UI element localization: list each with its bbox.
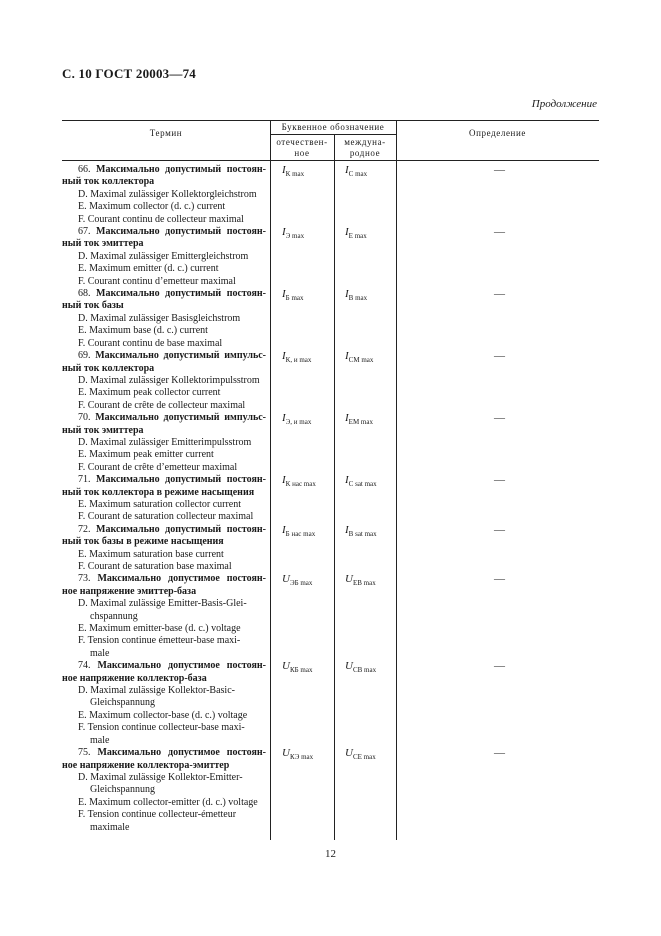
translation-line: male <box>90 734 110 746</box>
table-row <box>62 474 599 524</box>
international-symbol <box>345 164 367 178</box>
translation-line: D. Maximal zulässige Kollektor-Emitter- <box>78 771 243 783</box>
national-symbol-subscript: КЭ max <box>289 753 314 762</box>
national-symbol-subscript: К нас max <box>285 480 316 489</box>
national-symbol-base: U <box>282 747 290 760</box>
international-symbol <box>345 474 377 488</box>
international-symbol-base: I <box>345 288 349 301</box>
national-symbol-subscript: К max <box>285 170 305 178</box>
international-symbol-subscript: B max <box>348 294 368 303</box>
term-number: 69. <box>78 350 91 362</box>
table-row <box>62 164 599 226</box>
international-symbol-base: I <box>345 350 349 363</box>
translation-line: F. Courant de crête d’emetteur maximal <box>78 461 238 473</box>
term-title <box>62 573 266 598</box>
table-body <box>62 164 599 834</box>
term-title-bold <box>62 474 266 497</box>
header-international-line2: родное <box>349 148 381 158</box>
letter-header-rule <box>270 134 396 135</box>
international-symbol <box>345 288 367 302</box>
term-title-bold <box>62 350 266 373</box>
international-symbol-subscript: E max <box>348 232 367 241</box>
definition-dash: — <box>494 523 505 536</box>
translation-line: Gleichspannung <box>90 784 155 796</box>
translation-line: F. Courant de crête de collecteur maximal <box>78 399 246 411</box>
term-title <box>62 747 266 772</box>
national-symbol <box>282 288 304 302</box>
international-symbol-subscript: B sat max <box>348 529 377 538</box>
translation-line: E. Maximum emitter (d. c.) current <box>78 263 219 275</box>
header-international-line1: междуна- <box>344 137 386 147</box>
term-title-part-b: ный ток базы в режиме насыщения <box>62 536 224 548</box>
header-term: Термин <box>149 128 183 138</box>
term-title-bold <box>62 524 266 547</box>
definition-dash: — <box>494 573 505 586</box>
term-title-part-b: ное напряжение эмиттер-база <box>62 585 197 597</box>
term-title-bold <box>62 412 266 435</box>
term-cell <box>62 288 266 350</box>
term-number: 72. <box>78 523 91 535</box>
page-number: 12 <box>325 848 336 860</box>
international-symbol <box>345 350 373 364</box>
translation-line: D. Maximal zulässiger Basisgleichstrom <box>78 312 241 324</box>
term-number: 71. <box>78 474 91 486</box>
table-row <box>62 412 599 474</box>
term-cell <box>62 660 266 747</box>
international-symbol-subscript: CB max <box>352 666 377 675</box>
international-symbol <box>345 660 376 674</box>
translation-line: F. Courant de saturation base maximal <box>78 561 232 572</box>
term-cell <box>62 226 266 288</box>
table-top-rule <box>62 120 599 121</box>
header-international <box>334 137 396 159</box>
national-symbol <box>282 474 316 488</box>
translation-line: D. Maximal zulässiger Kollektorimpulsstrom <box>78 374 260 386</box>
national-symbol-subscript: Б нас max <box>285 529 316 538</box>
term-title-part-b: ный ток эмиттера <box>62 238 144 250</box>
translation-line: male <box>90 647 110 659</box>
term-cell <box>62 747 266 834</box>
national-symbol-subscript: Э, и max <box>285 418 312 427</box>
definition-dash: — <box>494 412 505 425</box>
header-national-line2: ное <box>294 148 310 158</box>
translation-line: D. Maximal zulässiger Emitterimpulsstrom <box>78 436 252 448</box>
term-cell <box>62 573 266 660</box>
translation-line: F. Courant de saturation collecteur maximal <box>78 511 254 523</box>
translation-line: F. Courant continu d’emetteur maximal <box>78 275 236 287</box>
definition-dash: — <box>494 474 505 487</box>
term-title <box>62 474 266 499</box>
translation-line: E. Maximum collector-base (d. c.) voltage <box>78 709 248 721</box>
term-title-bold <box>62 660 266 683</box>
header-bottom-rule <box>62 160 599 161</box>
term-title-part-b: ный ток коллектора <box>62 362 155 374</box>
term-title <box>62 660 266 685</box>
term-title-part-a: Максимально допустимый постоян- <box>96 164 266 175</box>
international-symbol-base: U <box>345 660 353 673</box>
national-symbol <box>282 350 311 364</box>
term-title-part-b: ный ток коллектора <box>62 176 155 188</box>
international-symbol-base: U <box>345 747 353 760</box>
national-symbol-subscript: К, и max <box>285 356 312 365</box>
national-symbol-base: I <box>282 288 286 301</box>
term-title-part-b: ное напряжение коллектор-база <box>62 672 207 684</box>
translation-line: E. Maximum peak collector current <box>78 387 221 399</box>
international-symbol-base: I <box>345 226 349 239</box>
table-row <box>62 747 599 834</box>
term-title-part-b: ный ток эмиттера <box>62 424 144 436</box>
header-letter-designation: Буквенное обозначение <box>281 122 385 132</box>
term-title-part-a: Максимально допустимый постоян- <box>96 226 266 238</box>
term-title <box>62 226 266 251</box>
definition-dash: — <box>494 226 505 239</box>
international-symbol-subscript: CE max <box>352 753 376 762</box>
term-title-bold <box>62 288 266 311</box>
national-symbol-subscript: Б max <box>285 294 304 303</box>
table-row <box>62 226 599 288</box>
term-title-part-a: Максимально допустимое постоян- <box>97 660 266 672</box>
term-cell <box>62 164 266 226</box>
international-symbol-base: I <box>345 412 349 425</box>
term-cell <box>62 350 266 412</box>
term-title-part-b: ный ток коллектора в режиме насыщения <box>62 486 255 498</box>
national-symbol-subscript: КБ max <box>289 666 313 675</box>
international-symbol-base: I <box>345 523 349 536</box>
term-cell <box>62 524 266 574</box>
term-title-part-a: Максимально допустимый постоян- <box>96 523 266 535</box>
definition-dash: — <box>494 350 505 363</box>
definition-dash: — <box>494 747 505 760</box>
international-symbol-subscript: EB max <box>352 579 376 588</box>
translation-line: Gleichspannung <box>90 697 155 709</box>
translation-line: maximale <box>90 821 130 833</box>
national-symbol <box>282 412 311 426</box>
term-number: 75. <box>78 747 91 759</box>
international-symbol <box>345 573 376 587</box>
translation-line: E. Maximum emitter-base (d. c.) voltage <box>78 623 241 635</box>
page-header: С. 10 ГОСТ 20003—74 <box>62 66 196 81</box>
international-symbol-base: U <box>345 573 353 586</box>
term-title-part-a: Максимально допустимое постоян- <box>97 573 266 585</box>
national-symbol <box>282 747 313 761</box>
term-title-bold <box>62 747 266 770</box>
term-number: 70. <box>78 412 91 424</box>
national-symbol-base: I <box>282 350 286 363</box>
national-symbol <box>282 524 315 538</box>
table-row <box>62 350 599 412</box>
term-number: 68. <box>78 288 91 300</box>
term-title <box>62 288 266 313</box>
continuation-label: Продолжение <box>531 98 597 110</box>
term-cell <box>62 474 266 524</box>
term-title-bold <box>62 573 266 596</box>
translation-line: E. Maximum saturation collector current <box>78 498 242 510</box>
term-title-part-b: ное напряжение коллектора-эмиттер <box>62 759 230 771</box>
translation-line: D. Maximal zulässiger Emittergleichstrom <box>78 250 249 262</box>
translation-line: E. Maximum peak emitter current <box>78 449 214 461</box>
international-symbol <box>345 524 377 538</box>
translation-line: F. Courant continu de base maximal <box>78 337 223 349</box>
term-title-part-a: Максимально допустимый постоян- <box>96 288 266 300</box>
national-symbol-base: I <box>282 164 286 176</box>
term-title-part-a: Максимально допустимый импульс- <box>95 350 267 362</box>
term-title-part-a: Максимально допустимый постоян- <box>96 474 266 486</box>
translation-line: chspannung <box>90 610 138 622</box>
term-title-part-b: ный ток базы <box>62 300 124 312</box>
international-symbol-base: I <box>345 474 349 487</box>
translation-line: F. Tension continue collecteur-émetteur <box>78 809 237 821</box>
term-number: 67. <box>78 226 91 238</box>
term-title <box>62 350 266 375</box>
national-symbol-base: U <box>282 573 290 586</box>
term-title <box>62 524 266 549</box>
translation-line: F. Courant continu de collecteur maximal <box>78 213 244 225</box>
table-row <box>62 660 599 747</box>
term-cell <box>62 412 266 474</box>
translation-line: E. Maximum collector (d. c.) current <box>78 201 226 213</box>
header-national <box>270 137 334 159</box>
international-symbol-subscript: EM max <box>348 418 373 427</box>
table-row <box>62 573 599 660</box>
international-symbol <box>345 226 367 240</box>
definition-dash: — <box>494 288 505 301</box>
national-symbol <box>282 573 312 587</box>
table-row <box>62 288 599 350</box>
national-symbol <box>282 226 304 240</box>
terms-table <box>62 120 599 840</box>
translation-line: E. Maximum collector-emitter (d. c.) voltage <box>78 796 258 808</box>
national-symbol-base: I <box>282 523 286 536</box>
translation-line: F. Tension continue collecteur-base maxi- <box>78 722 245 734</box>
international-symbol <box>345 412 373 426</box>
national-symbol-base: I <box>282 226 286 239</box>
header-definition: Определение <box>469 128 526 138</box>
translation-line: D. Maximal zulässige Emitter-Basis-Glei- <box>78 598 247 610</box>
table-row <box>62 524 599 574</box>
term-title-bold <box>62 226 266 249</box>
term-title <box>62 412 266 437</box>
international-symbol-base: I <box>345 164 349 176</box>
national-symbol-base: I <box>282 474 286 487</box>
term-number: 73. <box>78 573 91 585</box>
national-symbol <box>282 164 304 178</box>
national-symbol <box>282 660 312 674</box>
national-symbol-base: U <box>282 660 290 673</box>
translation-line: D. Maximal zulässige Kollektor-Basic- <box>78 685 235 697</box>
national-symbol-subscript: Э max <box>285 232 305 241</box>
national-symbol-base: I <box>282 412 286 425</box>
term-number: 66. <box>78 164 91 175</box>
definition-dash: — <box>494 164 505 176</box>
header-national-line1: отечествен- <box>276 137 328 147</box>
definition-dash: — <box>494 660 505 673</box>
national-symbol-subscript: ЭБ max <box>289 579 313 588</box>
international-symbol-subscript: C max <box>348 170 368 178</box>
translation-line: E. Maximum base (d. c.) current <box>78 325 208 337</box>
translation-line: D. Maximal zulässiger Kollektorgleichstrom <box>78 188 257 200</box>
translation-line: E. Maximum saturation base current <box>78 548 224 560</box>
translation-line: F. Tension continue émetteur-base maxi- <box>78 635 241 647</box>
term-title <box>62 164 266 189</box>
international-symbol <box>345 747 376 761</box>
term-title-part-a: Максимально допустимый импульс- <box>95 412 267 424</box>
term-title-part-a: Максимально допустимое постоян- <box>97 747 266 759</box>
term-number: 74. <box>78 660 91 672</box>
international-symbol-subscript: C sat max <box>348 480 377 489</box>
international-symbol-subscript: CM max <box>348 356 374 365</box>
term-title-bold <box>62 164 266 187</box>
